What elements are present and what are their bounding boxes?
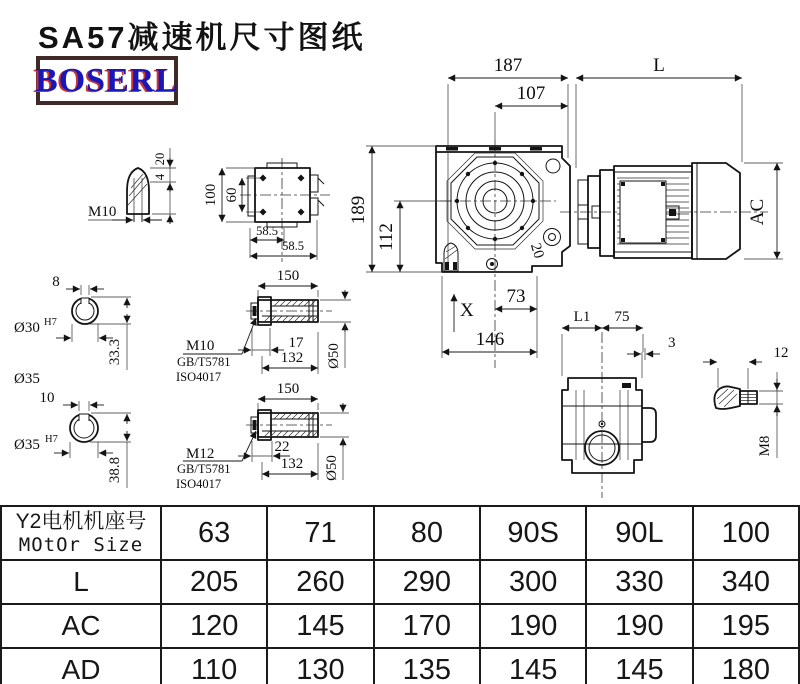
motor-frame-label-en: MOtOr Size (18, 534, 144, 556)
row-label: L (1, 560, 161, 604)
table-cell: 300 (480, 560, 586, 604)
bolt-detail (703, 345, 789, 458)
dim-150-s2: 150 (276, 381, 300, 397)
dim-17: 17 (288, 335, 304, 351)
dim-4-plug: 4 (153, 173, 167, 181)
thread-M12: M12 (186, 446, 215, 462)
dim-187: 187 (493, 55, 523, 76)
table-cell: 145 (267, 604, 373, 648)
dim-22: 22 (274, 439, 290, 455)
table-cell: 330 (586, 560, 692, 604)
dim-3: 3 (668, 335, 676, 351)
table-cell: 180 (693, 648, 799, 684)
table-cell: 260 (267, 560, 373, 604)
dim-D50-s2: Ø50 (324, 455, 340, 481)
dim-X: X (460, 300, 474, 321)
dim-8: 8 (52, 274, 60, 290)
gearbox-top-view (562, 309, 676, 498)
std-iso4017-s1: ISO4017 (176, 370, 222, 384)
std-iso4017-s2: ISO4017 (176, 477, 222, 491)
dim-bore-35: Ø35 (14, 437, 40, 453)
table-header-row (1, 506, 799, 560)
dim-73: 73 (506, 286, 526, 307)
table-cell: 170 (374, 604, 480, 648)
fan-cover (692, 163, 740, 259)
shaft1-side-view (176, 268, 351, 384)
table-cell: 145 (480, 648, 586, 684)
table-header-cell: 100 (693, 506, 799, 560)
table-cell: 190 (586, 604, 692, 648)
page-title: SA57减速机尺寸图纸 (38, 20, 366, 55)
thread-M10: M10 (186, 338, 215, 354)
dim-20-plug: 20 (153, 152, 167, 166)
table-cell: 145 (586, 648, 692, 684)
dim-107: 107 (516, 83, 546, 104)
dim-132-s2: 132 (280, 456, 304, 472)
dim-AC: AC (747, 198, 768, 226)
table-cell: 120 (161, 604, 267, 648)
motor-size-table (0, 505, 800, 684)
dim-150-s1: 150 (276, 268, 300, 284)
shaft2-cross-section (14, 390, 131, 488)
dim-38.8: 38.8 (107, 456, 123, 484)
dim-L: L (653, 55, 665, 76)
motor-flange (600, 170, 614, 256)
dim-bore-30: Ø30 (14, 320, 40, 336)
table-row-AD (1, 648, 799, 684)
table-cell: 110 (161, 648, 267, 684)
dim-L1: L1 (573, 309, 591, 325)
table-row-L (1, 560, 799, 604)
dim-M8: M8 (757, 435, 773, 457)
table-cell: 135 (374, 648, 480, 684)
dim-12: 12 (773, 345, 789, 361)
motor-frame-label-cn: Y2电机机座号 (15, 510, 147, 533)
table-row-AC (1, 604, 799, 648)
dim-58.5-b: 58.5 (282, 239, 304, 253)
table-header-cell: 90S (480, 506, 586, 560)
brand-logo-text: BOSERL (35, 61, 179, 99)
dim-58.5-a: 58.5 (256, 224, 278, 238)
table-cell: 190 (480, 604, 586, 648)
table-header-cell: 71 (267, 506, 373, 560)
dim-33.3: 33.3 (107, 338, 123, 366)
row-label: AC (1, 604, 161, 648)
std-gbt5781-s1: GB/T5781 (177, 355, 231, 369)
mounting-flange-view (203, 158, 330, 262)
table-cell: 195 (693, 604, 799, 648)
shaft1-cross-section (14, 274, 131, 387)
gearmotor-side-view (348, 55, 783, 368)
dim-10: 10 (39, 390, 55, 406)
dim-75: 75 (614, 309, 630, 325)
row-label: AD (1, 648, 161, 684)
dim-112: 112 (376, 223, 397, 251)
table-cell: 290 (374, 560, 480, 604)
dim-132-s1: 132 (280, 350, 304, 366)
table-cell: 340 (693, 560, 799, 604)
dim-od-35: Ø35 (14, 371, 40, 387)
dim-189: 189 (348, 195, 369, 225)
dim-60: 60 (224, 187, 240, 203)
dim-M10-plug: M10 (88, 204, 117, 220)
dim-bore-35-tol: H7 (45, 434, 58, 445)
dim-100: 100 (203, 183, 219, 207)
table-header-cell (1, 506, 161, 560)
table-header-cell: 90L (586, 506, 692, 560)
table-cell: 130 (267, 648, 373, 684)
table-cell: 205 (161, 560, 267, 604)
plug-detail (88, 148, 176, 224)
table-header-cell: 80 (374, 506, 480, 560)
oil-plug (544, 229, 561, 246)
dim-146: 146 (475, 329, 505, 350)
table-header-cell: 63 (161, 506, 267, 560)
lifting-hole (546, 159, 560, 173)
shaft2-side-view (176, 381, 349, 491)
std-gbt5781-s2: GB/T5781 (177, 462, 231, 476)
dim-20: 20 (526, 241, 547, 261)
dim-bore-30-tol: H7 (44, 317, 57, 328)
dim-D50-s1: Ø50 (326, 343, 342, 369)
